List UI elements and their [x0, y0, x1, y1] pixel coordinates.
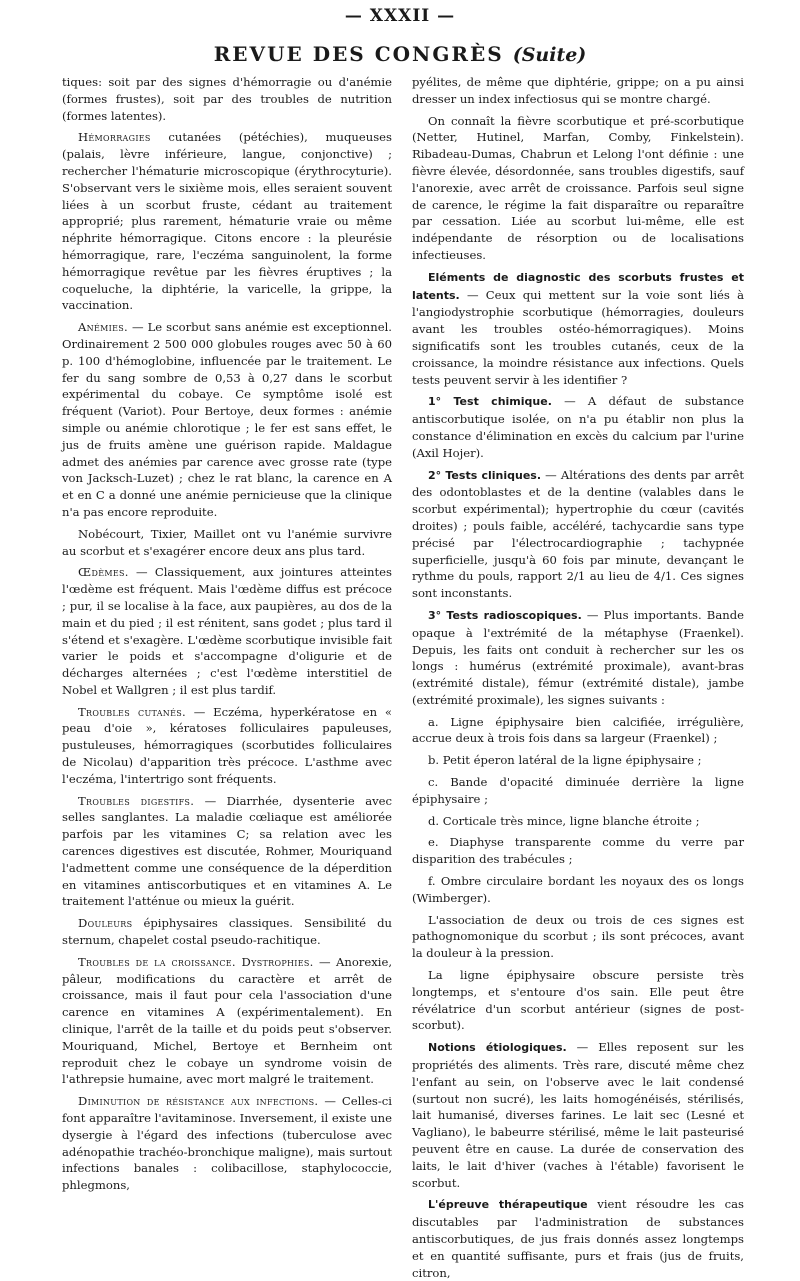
paragraph-text: — Ceux qui mettent sur la voie sont liés à l'angiodystrophie scorbutique (hémorragies, douleurs avant les troubles ostéo-hémorragiques). Moins significatifs sont les troubles cutanés, ceux de la croissance, la moindre résistance aux infections. Quels tests peuvent servir à les identifier ? — [412, 287, 744, 387]
section-heading: Troubles cutanés. — [78, 704, 186, 719]
paragraph: La ligne épiphysaire obscure persiste très longtemps, et s'entoure d'os sain. Elle peut être révélatrice d'un scorbut antérieur (signes de post-scorbut). — [412, 968, 744, 1033]
left-column — [62, 74, 393, 1193]
paragraph-oedemes — [62, 564, 392, 698]
paragraph-hemorragies — [62, 129, 392, 314]
paragraph-troubles-cutanes — [62, 704, 392, 788]
right-column — [412, 74, 745, 1280]
paragraph-text: — Eczéma, hyperkératose en « peau d'oie », kératoses folliculaires papuleuses, pustuleuses, hémorragiques (scorbutides folliculaires de Nicolau) d'apparition très précoce. L'asthme avec l'eczéma, l'intertrigo sont fréquents. — [62, 704, 392, 786]
paragraph: On connaît la fièvre scorbutique et pré-scorbutique (Netter, Hutinel, Marfan, Comby, Finkelstein). Ribadeau-Dumas, Chabrun et Lelong l'ont définie : une fièvre élevée, désordonnée, sans troubles digestifs, sauf l'anorexie, avec arrêt de croissance. Parfois seul signe de carence, le régime la fait disparaître ou reparaître par cessation. Liée au scorbut lui-même, elle est indépendante de résorption ou de localisations infectieuses. — [412, 113, 744, 262]
paragraph-infections — [62, 1093, 392, 1194]
page-number: — XXXII — — [344, 6, 456, 26]
list-item: f. Ombre circulaire bordant les noyaux des os longs (Wimberger). — [412, 874, 744, 905]
paragraph-text: — Altérations des dents par arrêt des odontoblastes et de la dentine (valables dans le scorbut expérimental); hypertrophie du cœur (cavités droites) ; pouls faible, accéléré, tachycardie sans type précisé par l'électrocardiographie ; tachypnée superficielle, jusqu'à 60 fois par minute, devançant le rythme du pouls, rapport 2/1 au lieu de 4/1. Ces signes sont inconstants. — [412, 467, 744, 601]
paragraph-croissance — [62, 954, 392, 1088]
paragraph-text: — Elles reposent sur les propriétés des aliments. Très rare, discuté même chez l'enfant au sein, on l'observe avec le lait condensé (surtout non sucré), les laits homogénéisés, stérilisés, lait humanisé, diverses farines. Le lait sec (Lesné et Vagliano), le babeurre stérilisé, même le lait pasteurisé peuvent être en cause. La durée de conservation des laits, le lait d'hiver (vaches à l'étable) favorisent le scorbut. — [412, 1040, 744, 1190]
paragraph-text: — A défaut de substance antiscorbutique isolée, on n'a pu établir non plus la constance d'élimination en excès du calcium par l'urine (Axil Hojer). — [412, 394, 745, 460]
paragraph: Nobécourt, Tixier, Maillet ont vu l'anémie survivre au scorbut et s'exagérer encore deux ans plus tard. — [62, 526, 392, 558]
paragraph-text: — Celles-ci font apparaître l'avitaminose. Inversement, il existe une dysergie à l'égard des infections (tuberculose avec adénopathie trachéo-bronchique maligne), mais surtout infections banales : colibacillose, staphylococcie, phlegmons, — [62, 1094, 393, 1193]
section-heading: 3° Tests radioscopiques. — [428, 608, 582, 622]
paragraph-tests-radioscopiques — [412, 607, 744, 709]
paragraph-troubles-digestifs — [62, 793, 392, 911]
title-suffix: (Suite) — [512, 44, 587, 66]
paragraph-etiologie — [412, 1039, 744, 1191]
section-heading: Anémies. — [78, 320, 128, 335]
paragraph-text: épiphysaires classiques. Sensibilité du sternum, chapelet costal pseudo-rachitique. — [62, 916, 392, 948]
list-item: b. Petit éperon latéral de la ligne épiphysaire ; — [428, 753, 702, 768]
paragraph-diagnostic — [412, 269, 744, 389]
section-heading: L'épreuve thérapeutique — [428, 1198, 588, 1212]
section-heading: Troubles de la croissance. Dystrophies. — [78, 954, 314, 969]
section-heading: Eléments de diagnostic des scorbuts frustes et latents. — [412, 270, 744, 302]
list-item: c. Bande d'opacité diminuée derrière la ligne épiphysaire ; — [412, 775, 744, 806]
section-heading: Hémorragies — [78, 130, 151, 145]
list-item: d. Corticale très mince, ligne blanche étroite ; — [428, 813, 700, 828]
section-heading: Troubles digestifs. — [78, 793, 195, 808]
paragraph: pyélites, de même que diphtérie, grippe; on a pu ainsi dresser un index infectiosus qui se montre chargé. — [412, 75, 744, 106]
paragraph-text: — Anorexie, pâleur, modifications du caractère et arrêt de croissance, mais il faut pour cela l'association d'une carence en vitamines A (expérimentalement). En clinique, l'arrêt de la taille et du poids peut s'observer. Mouriquand, Michel, Bertoye et Bernheim ont reproduit chez le cobaye un syndrome voisin de l'athrepsie humaine, avec mort malgré le traitement. — [62, 954, 393, 1087]
paragraph-text: — Plus importants. Bande opaque à l'extrémité de la métaphyse (Fraenkel). Depuis, les faits ont conduit à rechercher sur les os longs : humérus (extrémité proximale), avant-bras (extrémité distale), fémur (extrémité distale), jambe (extrémité proximale), les signes suivants : — [412, 607, 744, 707]
paragraph-text: — Diarrhée, dysenterie avec selles sanglantes. La maladie cœliaque est améliorée parfois par les vitamines C; sa relation avec les carences digestives est discutée, Rohmer, Mouriquand l'admettent comme une conséquence de la déperdition en vitamines antiscorbutiques et en vitamines A. Le traitement l'atténue ou mieux la guérit. — [62, 793, 393, 909]
paragraph-tests-cliniques — [412, 467, 744, 602]
paragraph-text: — Le scorbut sans anémie est exceptionnel. Ordinairement 2 500 000 globules rouges avec 50 à 60 p. 100 d'hémoglobine, influencée par le traitement. Le fer du sang sombre de 0,53 à 0,27 dans le scorbut expérimental du cobaye. Ce symptôme isolé est fréquent (Variot). Pour Bertoye, deux formes : anémie simple ou anémie chlorotique ; le fer est sans effet, le jus de fruits amène une guérison rapide. Maldague admet des anémies par carence avec grosse rate (type von Jacksch-Luzet) ; chez le rat blanc, la carence en A et en C a donné une anémie pernicieuse que la clinique n'a pas encore reproduite. — [62, 320, 392, 519]
section-heading: Notions étiologiques. — [428, 1041, 567, 1055]
paragraph-epreuve — [412, 1196, 744, 1281]
paragraph-text: cutanées (pétéchies), muqueuses (palais, lèvre inférieure, langue, conjonctive) ; rechercher l'hématurie microscopique (érythrocyturie). S'observant vers le sixième mois, elles seraient souvent liées à un scorbut fruste, cédant au traitement approprié; plus rarement, hématurie vraie ou même néphrite hémorragique. Citons encore : la pleurésie hémorragique, rare, l'eczéma sanguinolent, la forme hémorragique revêtue par les fièvres éruptives ; la coqueluche, la diphtérie, la varicelle, la grippe, la vaccination. — [62, 130, 392, 313]
section-heading: Douleurs — [78, 916, 133, 931]
section-heading: 1° Test chimique. — [428, 395, 552, 409]
section-heading: Diminution de résistance aux infections. — [78, 1094, 319, 1109]
paragraph-text: vient résoudre les cas discutables par l'administration de substances antiscorbutiques, de jus frais donnés assez longtemps et en quantité suffisante, purs et frais (jus de fruits, citron, — [412, 1197, 744, 1280]
list-item: e. Diaphyse transparente comme du verre par disparition des trabécules ; — [412, 835, 744, 867]
section-heading: Œdèmes. — [78, 565, 129, 580]
paragraph-text: — Classiquement, aux jointures atteintes l'œdème est fréquent. Mais l'œdème diffus est précoce ; pur, il se localise à la face, aux paupières, au dos de la main et du pied ; il est rénitent, sans godet ; plus tard il s'étend et s'exagère. L'œdème scorbutique invisible fait varier le poids et s'accompagne d'oligurie et de décharges alternées ; c'est l'œdème interstitiel de Nobel et Wallgren ; il est plus tardif. — [62, 565, 392, 697]
list-item: a. Ligne épiphysaire bien calcifiée, irrégulière, accrue deux à trois fois dans sa largeur (Fraenkel) ; — [412, 714, 744, 746]
paragraph-anemies — [62, 319, 392, 521]
title-text: REVUE DES CONGRÈS — [213, 42, 504, 66]
paragraph-douleurs — [62, 915, 392, 949]
paragraph: tiques: soit par des signes d'hémorragie ou d'anémie (formes frustes), soit par des troubles de nutrition (formes latentes). — [62, 75, 392, 123]
page-title — [0, 42, 800, 66]
paragraph: L'association de deux ou trois de ces signes est pathognomonique du scorbut ; ils sont précoces, avant la douleur à la pression. — [412, 912, 744, 961]
paragraph-test-chimique — [412, 393, 744, 461]
section-heading: 2° Tests cliniques. — [428, 468, 542, 482]
